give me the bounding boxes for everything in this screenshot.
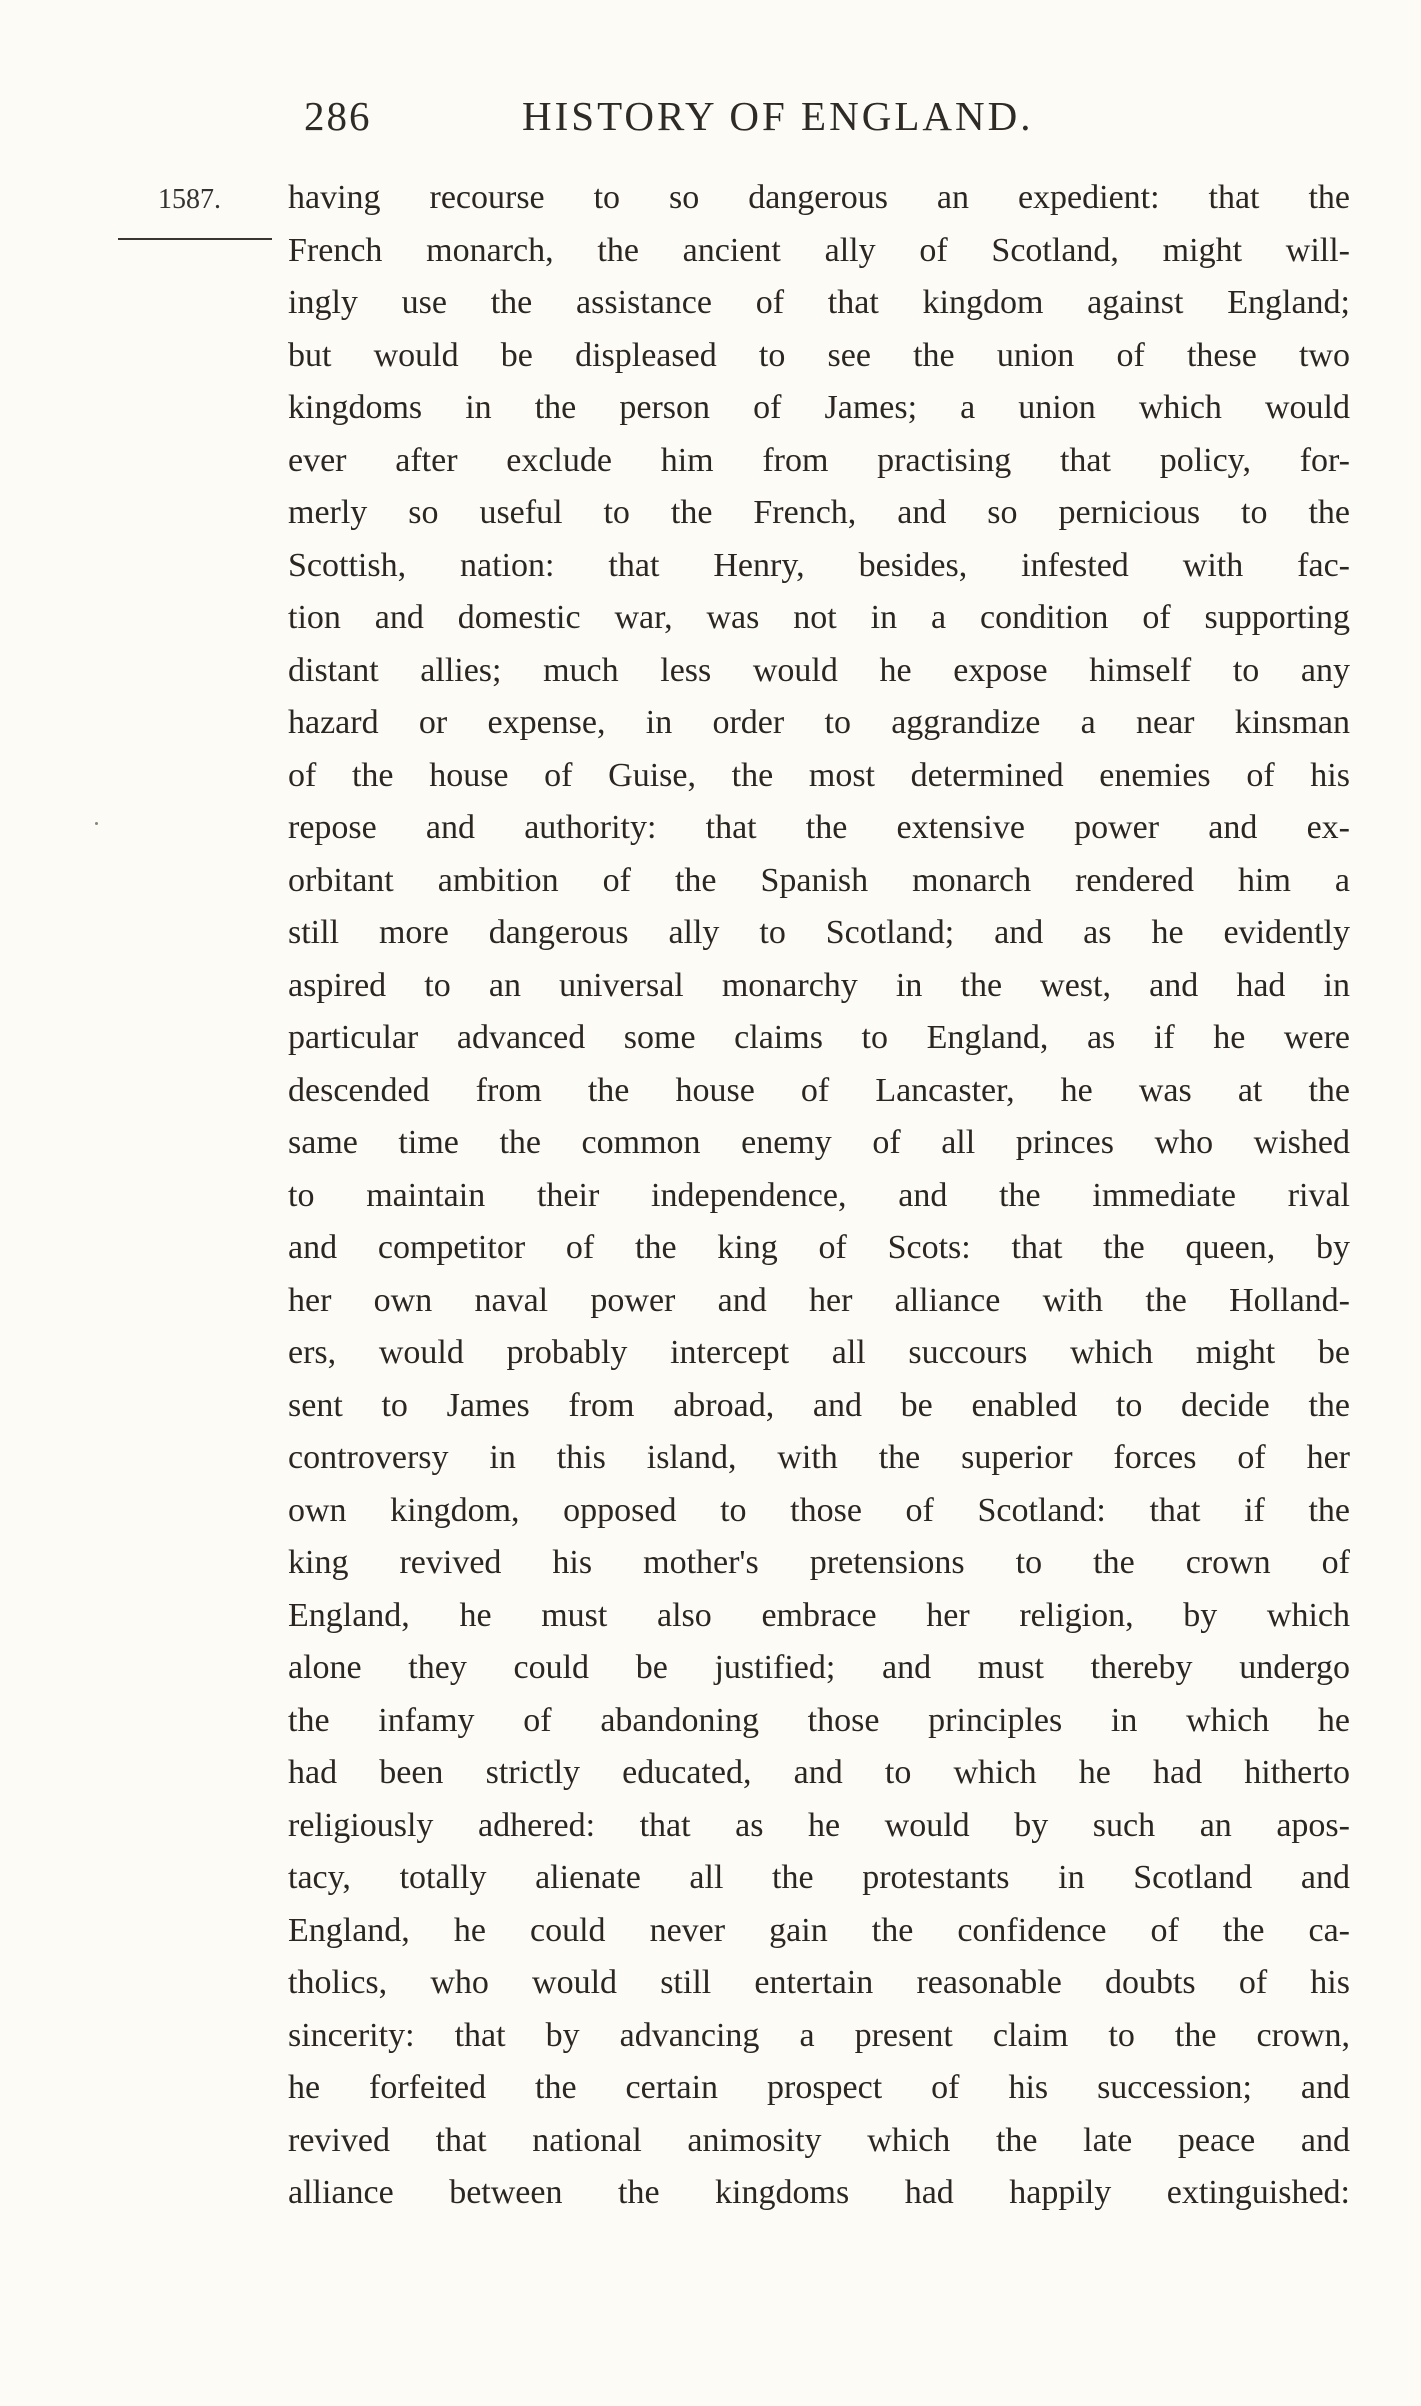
text-line: own kingdom, opposed to those of Scotland: that if the: [288, 1491, 1350, 1529]
text-line: alliance between the kingdoms had happily extinguished:: [288, 2174, 1350, 2211]
text-line: he forfeited the certain prospect of his succession; and: [288, 2069, 1350, 2106]
text-line: hazard or expense, in order to aggrandize a near kinsman: [288, 704, 1350, 741]
text-line: still more dangerous ally to Scotland; and as he evidently: [288, 914, 1350, 951]
text-line: tacy, totally alienate all the protestants in Scotland and: [288, 1859, 1350, 1896]
text-line: French monarch, the ancient ally of Scotland, might will-: [288, 231, 1350, 269]
text-line: sent to James from abroad, and be enabled to decide the: [288, 1386, 1350, 1424]
text-line: sincerity: that by advancing a present claim to the crown,: [288, 2016, 1350, 2054]
text-line: religiously adhered: that as he would by such an apos-: [288, 1806, 1350, 1844]
text-line: orbitant ambition of the Spanish monarch rendered him a: [288, 861, 1350, 899]
text-line: had been strictly educated, and to which he had hitherto: [288, 1754, 1350, 1791]
margin-rule: [118, 238, 272, 240]
text-line: her own naval power and her alliance with the Holland-: [288, 1281, 1350, 1319]
text-line: to maintain their independence, and the immediate rival: [288, 1176, 1350, 1214]
text-line: alone they could be justified; and must thereby undergo: [288, 1649, 1350, 1686]
paper-speck: [95, 822, 98, 825]
text-line: but would be displeased to see the union of these two: [288, 336, 1350, 374]
text-line: king revived his mother's pretensions to the crown of: [288, 1544, 1350, 1581]
text-line: of the house of Guise, the most determined enemies of his: [288, 756, 1350, 794]
text-line: aspired to an universal monarchy in the west, and had in: [288, 966, 1350, 1004]
text-line: merly so useful to the French, and so pernicious to the: [288, 494, 1350, 531]
text-line: having recourse to so dangerous an expedient: that the: [288, 179, 1350, 216]
running-head: [0, 92, 1421, 152]
text-line: tion and domestic war, was not in a condition of supporting: [288, 599, 1350, 636]
text-line: distant allies; much less would he expose himself to any: [288, 651, 1350, 689]
text-line: kingdoms in the person of James; a union which would: [288, 389, 1350, 426]
body-text: [288, 172, 1350, 2220]
text-line: revived that national animosity which the late peace and: [288, 2121, 1350, 2159]
page-number: 286: [304, 93, 372, 139]
text-line: repose and authority: that the extensive power and ex-: [288, 809, 1350, 846]
text-line: and competitor of the king of Scots: that the queen, by: [288, 1229, 1350, 1266]
text-line: England, he could never gain the confidence of the ca-: [288, 1911, 1350, 1949]
header-title: HISTORY OF ENGLAND.: [522, 93, 1034, 139]
text-line: the infamy of abandoning those principles in which he: [288, 1701, 1350, 1739]
text-line: England, he must also embrace her religion, by which: [288, 1596, 1350, 1634]
text-line: controversy in this island, with the superior forces of her: [288, 1439, 1350, 1476]
text-line: descended from the house of Lancaster, he was at the: [288, 1071, 1350, 1109]
text-line: Scottish, nation: that Henry, besides, infested with fac-: [288, 546, 1350, 584]
text-line: same time the common enemy of all princes who wished: [288, 1124, 1350, 1161]
margin-year: 1587.: [158, 184, 221, 215]
text-line: ever after exclude him from practising that policy, for-: [288, 441, 1350, 479]
text-line: particular advanced some claims to England, as if he were: [288, 1019, 1350, 1056]
text-line: tholics, who would still entertain reasonable doubts of his: [288, 1964, 1350, 2001]
text-line: ingly use the assistance of that kingdom against England;: [288, 284, 1350, 321]
text-line: ers, would probably intercept all succours which might be: [288, 1334, 1350, 1371]
